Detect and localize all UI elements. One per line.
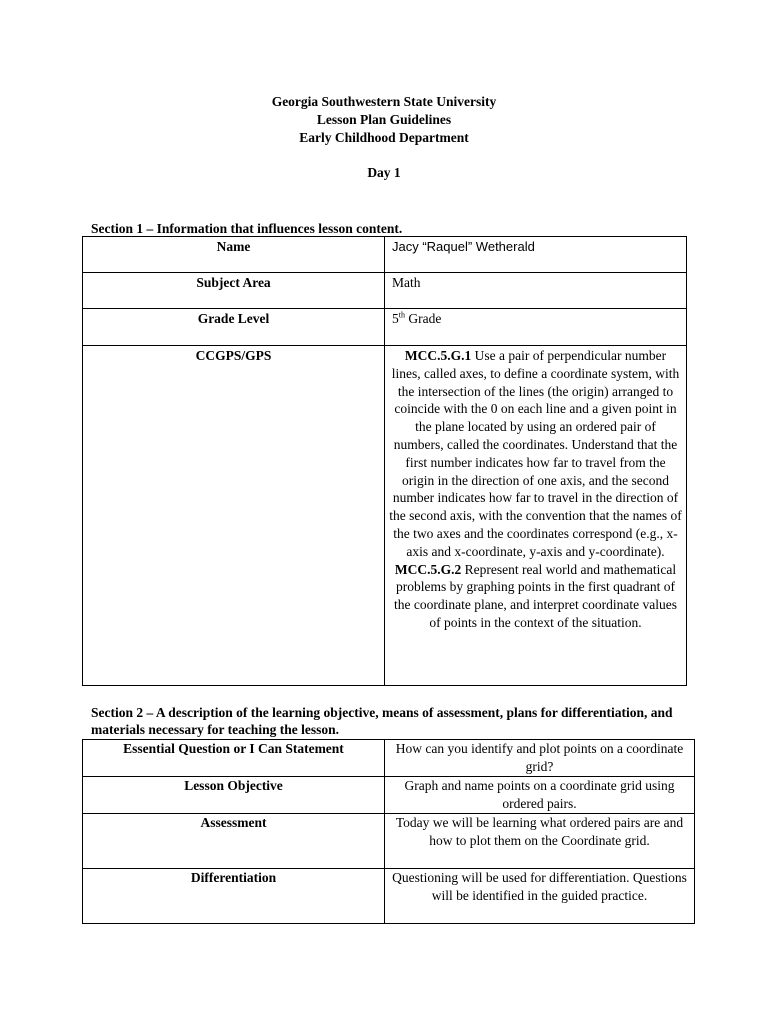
standard-1-code: MCC.5.G.1 [404,348,472,363]
guidelines-title: Lesson Plan Guidelines [316,112,452,127]
department-name: Early Childhood Department [299,130,469,145]
lesson-objective-label: Lesson Objective [83,777,385,814]
standard-2-code: MCC.5.G.2 [394,561,462,577]
assessment-label: Assessment [83,814,385,869]
table-row [83,237,687,273]
table-row [83,273,687,309]
ccgps-label: CCGPS/GPS [195,348,272,363]
ccgps-standards [385,346,686,632]
section-2-table [82,739,695,924]
standard-2-text: Represent real world and mathematical problems by graphing points in the first quadrant of the coordinate plane, and interpret coordinate values of points in the context of the situation. [393,561,677,630]
essential-question-label: Essential Question or I Can Statement [83,740,385,777]
table-row [83,869,695,924]
table-row [83,777,695,814]
name-label: Name [216,239,251,254]
grade-level-value: 5th Grade [392,310,442,326]
section-1-table [82,236,687,686]
subject-area-value: Math [392,275,421,290]
table-row [83,309,687,346]
table-row [83,814,695,869]
university-name: Georgia Southwestern State University [271,94,497,109]
standard-1-text: Use a pair of perpendicular number lines, called axes, to define a coordinate system, with the intersection of the lines (the origin) arranged to coincide with the 0 on each line and a given point in the plane located by using an ordered pair of numbers, called the coordinates. Understand that the first number indicates how far to travel from the origin in the direction of one axis, and the second number indicates how far to travel in the direction of the second axis, with the convention that the names of the two axes and the coordinates correspond (e.g., x-axis and x-coordinate, y-axis and y-coordinate). [389,348,682,559]
assessment-value: Today we will be learning what ordered pairs are and how to plot them on the Coordinate grid. [385,814,695,869]
lesson-objective-value: Graph and name points on a coordinate grid using ordered pairs. [385,777,695,814]
section-1-title: Section 1 – Information that influences lesson content. [91,221,403,236]
subject-area-label: Subject Area [196,275,271,290]
differentiation-label: Differentiation [83,869,385,924]
table-row [83,346,687,686]
table-row [83,740,695,777]
document-header [0,93,768,147]
essential-question-value: How can you identify and plot points on a coordinate grid? [385,740,695,777]
differentiation-value: Questioning will be used for differentiation. Questions will be identified in the guided practice. [385,869,695,924]
name-value: Jacy “Raquel” Wetherald [392,239,535,254]
section-2-title: Section 2 – A description of the learning objective, means of assessment, plans for differentiation, and materials necessary for teaching the lesson. [91,705,673,737]
day-label: Day 1 [367,165,401,180]
grade-level-label: Grade Level [197,311,270,326]
